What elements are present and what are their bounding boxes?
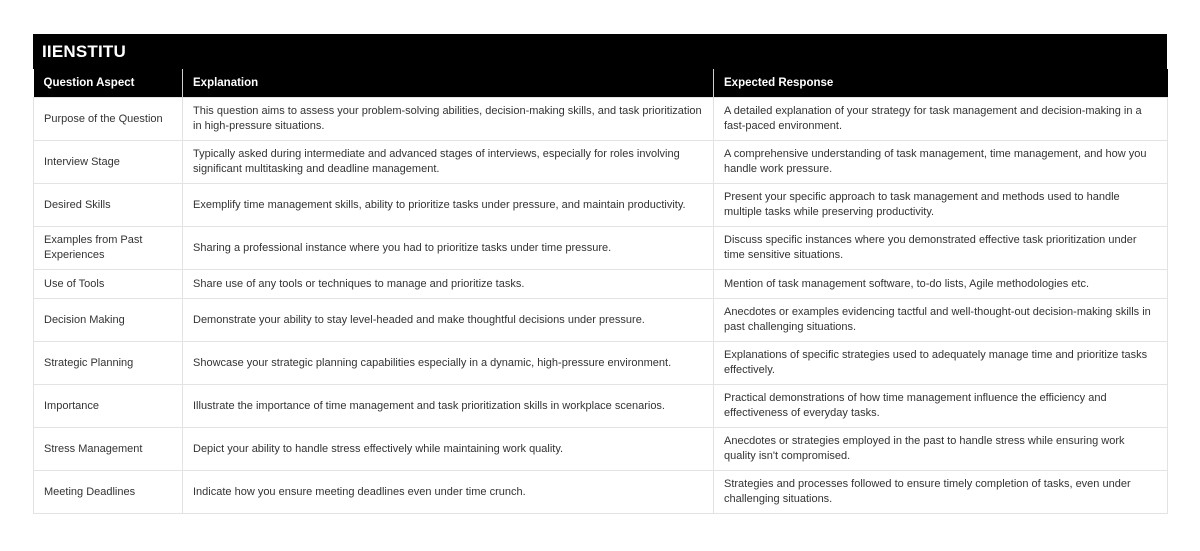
table-container [33, 34, 1167, 514]
data-table [33, 69, 1168, 514]
table-row [34, 227, 1168, 270]
table-row [34, 141, 1168, 184]
table-row [34, 299, 1168, 342]
table-row [34, 428, 1168, 471]
column-header-explanation: Explanation [183, 69, 714, 98]
table-row [34, 98, 1168, 141]
cell-explanation: Share use of any tools or techniques to manage and prioritize tasks. [183, 270, 714, 299]
cell-expected-response: Mention of task management software, to-do lists, Agile methodologies etc. [714, 270, 1168, 299]
cell-aspect: Stress Management [34, 428, 183, 471]
column-header-question-aspect: Question Aspect [34, 69, 183, 98]
cell-explanation: This question aims to assess your problem-solving abilities, decision-making skills, and task prioritization in high-pressure situations. [183, 98, 714, 141]
column-header-expected-response: Expected Response [714, 69, 1168, 98]
cell-explanation: Sharing a professional instance where you had to prioritize tasks under time pressure. [183, 227, 714, 270]
brand-title: IIENSTITU [33, 34, 1167, 69]
cell-explanation: Demonstrate your ability to stay level-headed and make thoughtful decisions under pressure. [183, 299, 714, 342]
cell-explanation: Typically asked during intermediate and advanced stages of interviews, especially for roles involving significant multitasking and deadline management. [183, 141, 714, 184]
table-row [34, 184, 1168, 227]
cell-expected-response: A detailed explanation of your strategy for task management and decision-making in a fast-paced environment. [714, 98, 1168, 141]
cell-expected-response: Explanations of specific strategies used to adequately manage time and prioritize tasks effectively. [714, 342, 1168, 385]
cell-expected-response: Present your specific approach to task management and methods used to handle multiple tasks while preserving productivity. [714, 184, 1168, 227]
cell-explanation: Showcase your strategic planning capabilities especially in a dynamic, high-pressure environment. [183, 342, 714, 385]
table-row [34, 342, 1168, 385]
cell-explanation: Exemplify time management skills, ability to prioritize tasks under pressure, and maintain productivity. [183, 184, 714, 227]
cell-expected-response: Strategies and processes followed to ensure timely completion of tasks, even under challenging situations. [714, 471, 1168, 514]
cell-expected-response: Discuss specific instances where you demonstrated effective task prioritization under time sensitive situations. [714, 227, 1168, 270]
cell-explanation: Depict your ability to handle stress effectively while maintaining work quality. [183, 428, 714, 471]
cell-explanation: Illustrate the importance of time management and task prioritization skills in workplace scenarios. [183, 385, 714, 428]
cell-expected-response: Anecdotes or examples evidencing tactful and well-thought-out decision-making skills in past challenging situations. [714, 299, 1168, 342]
cell-aspect: Purpose of the Question [34, 98, 183, 141]
cell-aspect: Use of Tools [34, 270, 183, 299]
table-row [34, 385, 1168, 428]
cell-expected-response: Practical demonstrations of how time management influence the efficiency and effectiveness of everyday tasks. [714, 385, 1168, 428]
table-row [34, 471, 1168, 514]
cell-aspect: Importance [34, 385, 183, 428]
cell-aspect: Examples from Past Experiences [34, 227, 183, 270]
cell-aspect: Meeting Deadlines [34, 471, 183, 514]
cell-explanation: Indicate how you ensure meeting deadlines even under time crunch. [183, 471, 714, 514]
table-row [34, 270, 1168, 299]
cell-aspect: Decision Making [34, 299, 183, 342]
header-row [34, 69, 1168, 98]
cell-aspect: Strategic Planning [34, 342, 183, 385]
cell-aspect: Interview Stage [34, 141, 183, 184]
cell-expected-response: A comprehensive understanding of task management, time management, and how you handle work pressure. [714, 141, 1168, 184]
cell-expected-response: Anecdotes or strategies employed in the past to handle stress while ensuring work quality isn't compromised. [714, 428, 1168, 471]
cell-aspect: Desired Skills [34, 184, 183, 227]
